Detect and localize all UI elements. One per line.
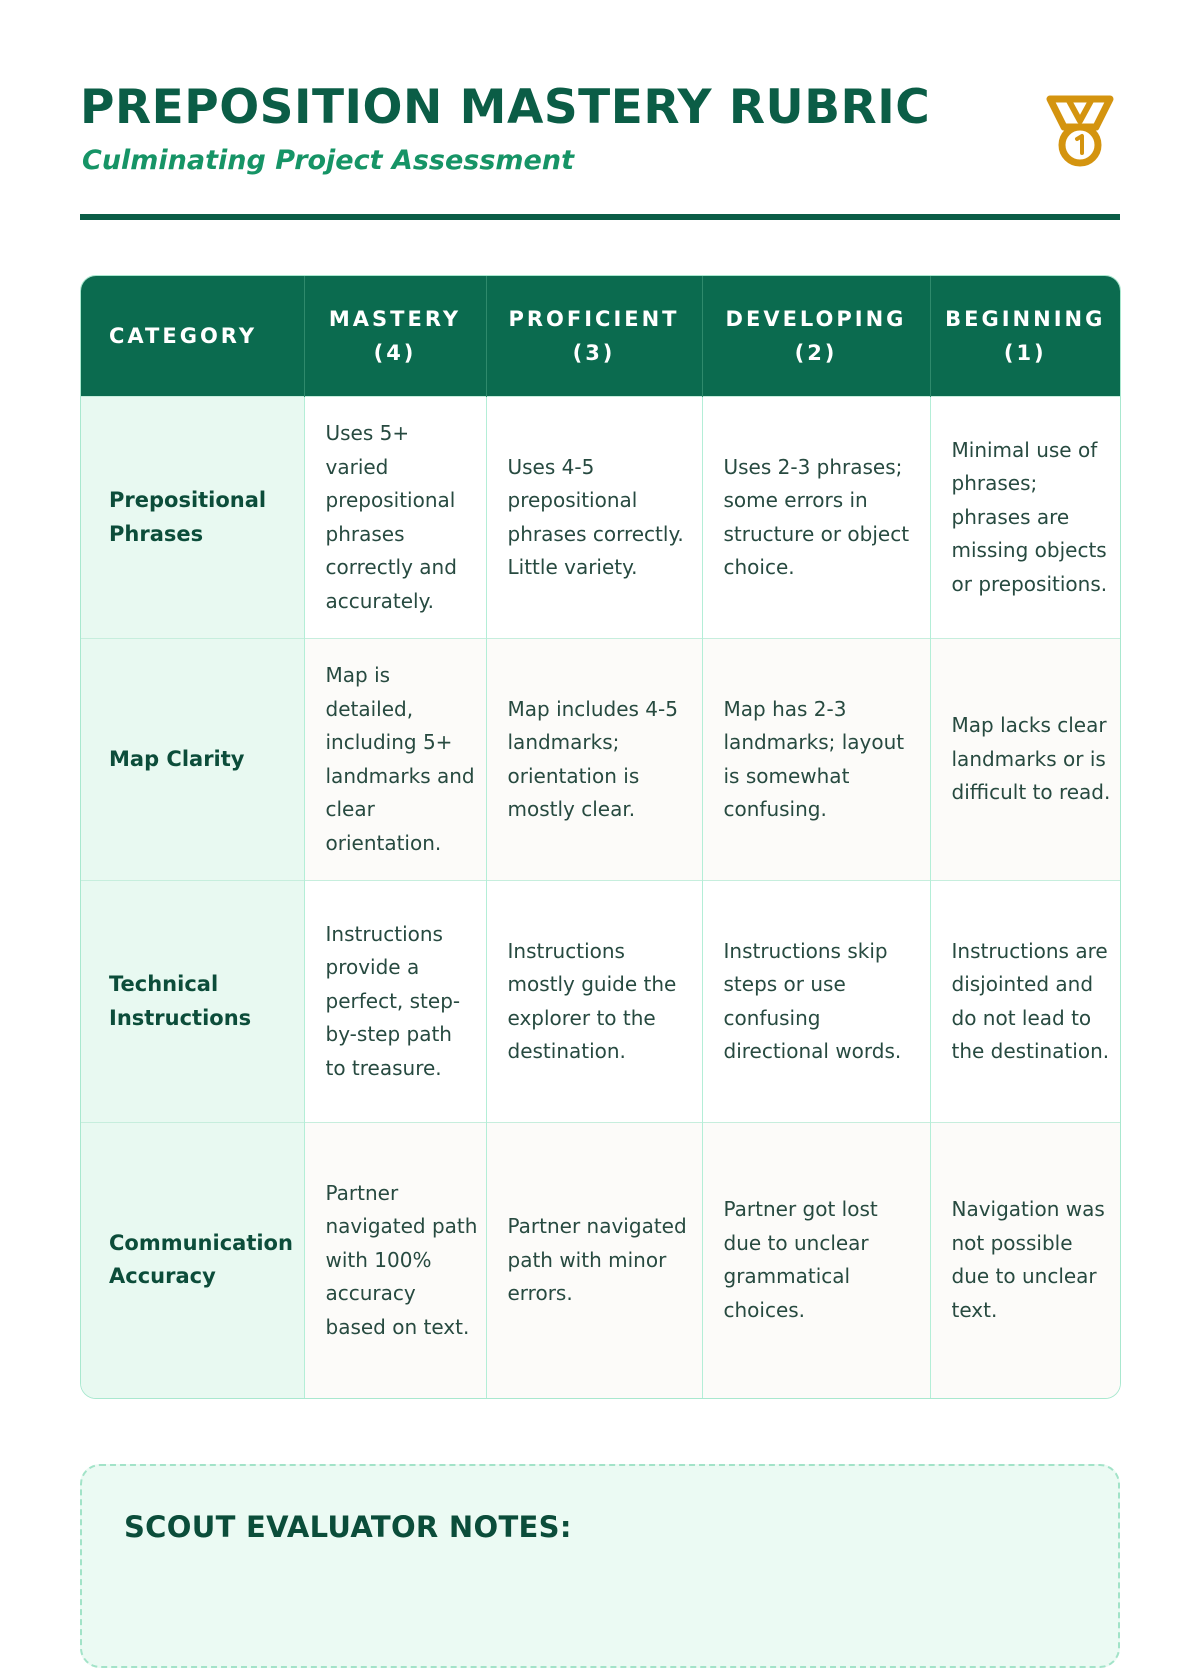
table-row [81, 639, 1120, 881]
mastery-cell: Map is detailed, including 5+ landmarks and clear orientation. [304, 639, 486, 881]
medal-icon [1044, 93, 1116, 171]
proficient-cell: Instructions mostly guide the explorer to the destination. [486, 881, 702, 1123]
mastery-cell: Uses 5+ varied prepositional phrases correctly and accurately. [304, 397, 486, 639]
table-row [81, 1123, 1120, 1398]
proficient-cell: Partner navigated path with minor errors. [486, 1123, 702, 1398]
mastery-cell: Instructions provide a perfect, step-by-step path to treasure. [304, 881, 486, 1123]
header-divider [80, 214, 1120, 220]
page-title: PREPOSITION MASTERY RUBRIC [80, 80, 931, 135]
category-cell: Prepositional Phrases [81, 397, 304, 639]
table-row [81, 397, 1120, 639]
beginning-cell: Navigation was not possible due to unclear text. [930, 1123, 1120, 1398]
category-cell: Communication Accuracy [81, 1123, 304, 1398]
mastery-cell: Partner navigated path with 100% accuracy based on text. [304, 1123, 486, 1398]
notes-title: SCOUT EVALUATOR NOTES: [124, 1510, 572, 1544]
category-cell: Map Clarity [81, 639, 304, 881]
rubric-table [80, 275, 1121, 1399]
rubric-page [80, 0, 1120, 1600]
beginning-cell: Minimal use of phrases; phrases are missing objects or prepositions. [930, 397, 1120, 639]
column-header-proficient: PROFICIENT (3) [486, 276, 702, 397]
column-header-mastery: MASTERY (4) [304, 276, 486, 397]
column-header-developing: DEVELOPING (2) [702, 276, 930, 397]
proficient-cell: Map includes 4-5 landmarks; orientation is mostly clear. [486, 639, 702, 881]
column-header-beginning: BEGINNING (1) [930, 276, 1120, 397]
proficient-cell: Uses 4-5 prepositional phrases correctly. Little variety. [486, 397, 702, 639]
column-header-category: CATEGORY [81, 276, 304, 397]
table-header-row [81, 276, 1120, 397]
page-subtitle: Culminating Project Assessment [82, 145, 574, 176]
developing-cell: Partner got lost due to unclear grammatical choices. [702, 1123, 930, 1398]
table-row [81, 881, 1120, 1123]
evaluator-notes-box[interactable] [80, 1464, 1120, 1668]
developing-cell: Uses 2-3 phrases; some errors in structure or object choice. [702, 397, 930, 639]
beginning-cell: Instructions are disjointed and do not lead to the destination. [930, 881, 1120, 1123]
developing-cell: Map has 2-3 landmarks; layout is somewhat confusing. [702, 639, 930, 881]
beginning-cell: Map lacks clear landmarks or is difficult to read. [930, 639, 1120, 881]
header [80, 78, 1120, 188]
category-cell: Technical Instructions [81, 881, 304, 1123]
developing-cell: Instructions skip steps or use confusing directional words. [702, 881, 930, 1123]
